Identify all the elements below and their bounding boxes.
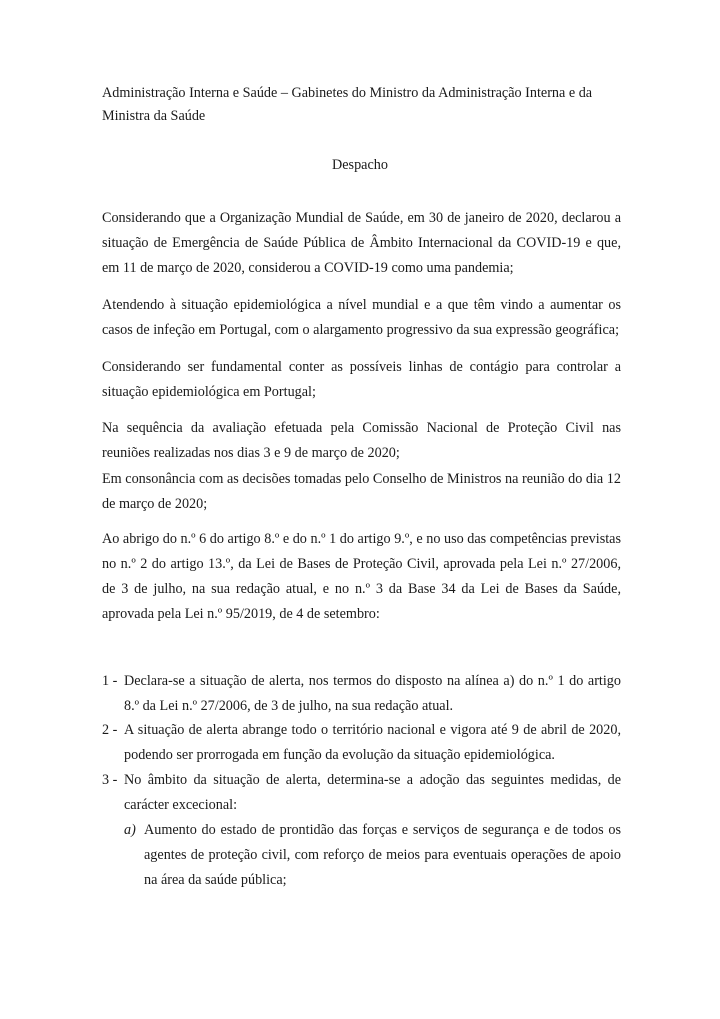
paragraph-1: Considerando que a Organização Mundial de Saúde, em 30 de janeiro de 2020, declarou a situação de Emergência de Saúde Pública de Âmbito Internacional da COVID-19 e que, em 11 de março de 2020, considerou a COVID-19 como uma pandemia;: [102, 210, 621, 276]
sub-item-letter: a): [124, 822, 136, 838]
paragraph-5: Em consonância com as decisões tomadas pelo Conselho de Ministros na reunião do dia 12 de março de 2020;: [102, 471, 621, 512]
paragraph-3: Considerando ser fundamental conter as possíveis linhas de contágio para controlar a situação epidemiológica em Portugal;: [102, 359, 621, 400]
paragraph-4: Na sequência da avaliação efetuada pela Comissão Nacional de Proteção Civil nas reuniões realizadas nos dias 3 e 9 de março de 2020;: [102, 420, 621, 461]
list-item-text: Declara-se a situação de alerta, nos termos do disposto na alínea a) do n.º 1 do artigo 8.º da Lei n.º 27/2006, de 3 de julho, na sua redação atual.: [124, 673, 621, 714]
document-title: Despacho: [332, 157, 388, 173]
sub-item-text: Aumento do estado de prontidão das forças e serviços de segurança e de todos os agentes de proteção civil, com reforço de meios para eventuais operações de apoio na área da saúde pública;: [144, 822, 621, 888]
list-item-number: 1 -: [102, 673, 118, 689]
document-header: Administração Interna e Saúde – Gabinetes do Ministro da Administração Interna e da Ministra da Saúde: [102, 85, 593, 124]
list-item-number: 2 -: [102, 722, 118, 738]
list-item-text: A situação de alerta abrange todo o território nacional e vigora até 9 de abril de 2020, podendo ser prorrogada em função da evolução da situação epidemiológica.: [124, 722, 621, 763]
list-item-text: No âmbito da situação de alerta, determina-se a adoção das seguintes medidas, de carácter excecional:: [124, 772, 621, 813]
paragraph-2: Atendendo à situação epidemiológica a nível mundial e a que têm vindo a aumentar os casos de infeção em Portugal, com o alargamento progressivo da sua expressão geográfica;: [102, 297, 621, 338]
paragraph-6: Ao abrigo do n.º 6 do artigo 8.º e do n.º 1 do artigo 9.º, e no uso das competências previstas no n.º 2 do artigo 13.º, da Lei de Bases de Proteção Civil, aprovada pela Lei n.º 27/2006, de 3 de julho, na sua redação atual, e no n.º 3 da Base 34 da Lei de Bases da Saúde, aprovada pela Lei n.º 95/2019, de 4 de setembro:: [102, 531, 621, 622]
list-item-number: 3 -: [102, 772, 118, 788]
